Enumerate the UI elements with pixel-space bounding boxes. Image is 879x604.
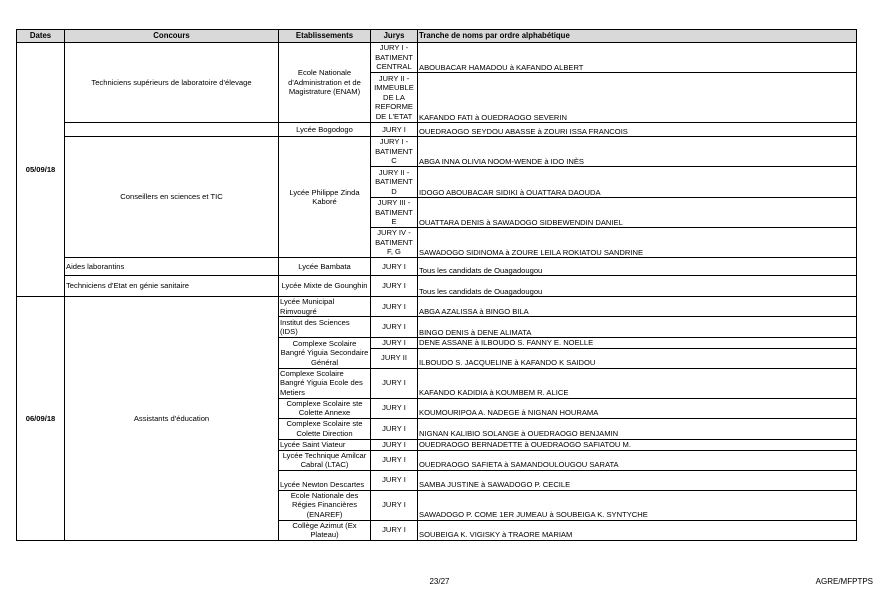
concours-cell: Techniciens d'Etat en génie sanitaire [65, 276, 279, 297]
names-cell: KAFANDO FATI à OUEDRAOGO SEVERIN [418, 73, 857, 123]
names-cell: OUATTARA DENIS à SAWADOGO SIDBEWENDIN DANIEL [418, 198, 857, 228]
table-row [17, 297, 857, 317]
concours-cell: Conseillers en sciences et TIC [65, 137, 279, 258]
etablissement-cell: Ecole Nationale d'Administration et de Magistrature (ENAM) [279, 43, 371, 123]
etablissement-cell: Lycée Municipal Rimvougré [279, 297, 371, 317]
names-cell: ABGA AZALISSA à BINGO BILA [418, 297, 857, 317]
table-row [17, 123, 857, 137]
concours-cell: Assistants d'éducation [65, 297, 279, 541]
jury-cell: JURY I [371, 418, 418, 439]
names-cell: IDOGO ABOUBACAR SIDIKI à OUATTARA DAOUDA [418, 167, 857, 198]
jury-cell: JURY I [371, 368, 418, 398]
etablissement-cell: Lycée Bambata [279, 258, 371, 276]
jury-cell: JURY I [371, 439, 418, 450]
etablissement-cell: Institut des Sciences (IDS) [279, 317, 371, 338]
header-dates: Dates [17, 30, 65, 43]
jury-cell: JURY II - BATIMENT D [371, 167, 418, 198]
jury-cell: JURY I - BATIMENT C [371, 137, 418, 167]
names-cell: OUEDRAOGO SEYDOU ABASSE à ZOURI ISSA FRANCOIS [418, 123, 857, 137]
header-concours: Concours [65, 30, 279, 43]
etablissement-cell: Lycée Newton Descartes [279, 470, 371, 490]
names-cell: Tous les candidats de Ouagadougou [418, 276, 857, 297]
concours-cell [65, 123, 279, 137]
header-jurys: Jurys [371, 30, 418, 43]
table-row [17, 276, 857, 297]
etablissement-cell: Lycée Bogodogo [279, 123, 371, 137]
jury-cell: JURY I [371, 338, 418, 349]
date-cell: 05/09/18 [17, 43, 65, 297]
names-cell: SAWADOGO SIDINOMA à ZOURE LEILA ROKIATOU SANDRINE [418, 228, 857, 258]
names-cell: OUEDRAOGO BERNADETTE à OUEDRAOGO SAFIATOU M. [418, 439, 857, 450]
jury-cell: JURY III - BATIMENT E [371, 198, 418, 228]
names-cell: DENE ASSANE à ILBOUDO S. FANNY E. NOELLE [418, 338, 857, 349]
schedule-table [16, 29, 857, 541]
etablissement-cell: Complexe Scolaire ste Colette Direction [279, 418, 371, 439]
names-cell: ABGA INNA OLIVIA NOOM-WENDE à IDO INÈS [418, 137, 857, 167]
date-cell: 06/09/18 [17, 297, 65, 541]
table-row [17, 137, 857, 167]
jury-cell: JURY I [371, 123, 418, 137]
jury-cell: JURY I [371, 490, 418, 520]
names-cell: KAFANDO KADIDIA à KOUMBEM R. ALICE [418, 368, 857, 398]
names-cell: KOUMOURIPOA A. NADEGE à NIGNAN HOURAMA [418, 398, 857, 418]
etablissement-cell: Ecole Nationale des Régies Financières (ENAREF) [279, 490, 371, 520]
etablissement-cell: Complexe Scolaire Bangré Yiguia Ecole des Metiers [279, 368, 371, 398]
etablissement-cell: Lycée Technique Amilcar Cabral (LTAC) [279, 450, 371, 470]
jury-cell: JURY I [371, 398, 418, 418]
jury-cell: JURY I [371, 450, 418, 470]
jury-cell: JURY I [371, 520, 418, 540]
jury-cell: JURY II - IMMEUBLE DE LA REFORME DE L'ETAT [371, 73, 418, 123]
names-cell: SAWADOGO P. COME 1ER JUMEAU à SOUBEIGA K. SYNTYCHE [418, 490, 857, 520]
jury-cell: JURY II [371, 348, 418, 368]
header-row [17, 30, 857, 43]
jury-cell: JURY I [371, 297, 418, 317]
names-cell: ABOUBACAR HAMADOU à KAFANDO ALBERT [418, 43, 857, 73]
etablissement-cell: Lycée Saint Viateur [279, 439, 371, 450]
names-cell: SAMBA JUSTINE à SAWADOGO P. CECILE [418, 470, 857, 490]
names-cell: Tous les candidats de Ouagadougou [418, 258, 857, 276]
jury-cell: JURY I [371, 258, 418, 276]
jury-cell: JURY I [371, 276, 418, 297]
names-cell: OUEDRAOGO SAFIETA à SAMANDOULOUGOU SARATA [418, 450, 857, 470]
header-etablissements: Etablissements [279, 30, 371, 43]
jury-cell: JURY I [371, 470, 418, 490]
names-cell: BINGO DENIS à DENE ALIMATA [418, 317, 857, 338]
names-cell: ILBOUDO S. JACQUELINE à KAFANDO K SAIDOU [418, 348, 857, 368]
etablissement-cell: Complexe Scolaire Bangré Yiguia Secondaire Général [279, 338, 371, 369]
jury-cell: JURY I - BATIMENT CENTRAL [371, 43, 418, 73]
concours-cell: Aides laborantins [65, 258, 279, 276]
table-row [17, 43, 857, 73]
names-cell: NIGNAN KALIBIO SOLANGE à OUEDRAOGO BENJAMIN [418, 418, 857, 439]
concours-cell: Techniciens supérieurs de laboratoire d'élevage [65, 43, 279, 123]
etablissement-cell: Complexe Scolaire ste Colette Annexe [279, 398, 371, 418]
table-row [17, 258, 857, 276]
jury-cell: JURY I [371, 317, 418, 338]
jury-cell: JURY IV - BATIMENT F, G [371, 228, 418, 258]
document-code: AGRE/MFPTPS [815, 577, 873, 586]
etablissement-cell: Collège Azimut (Ex Plateau) [279, 520, 371, 540]
header-tranche: Tranche de noms par ordre alphabétique [418, 30, 857, 43]
etablissement-cell: Lycée Philippe Zinda Kaboré [279, 137, 371, 258]
etablissement-cell: Lycée Mixte de Gounghin [279, 276, 371, 297]
names-cell: SOUBEIGA K. VIGISKY à TRAORE MARIAM [418, 520, 857, 540]
page-number: 23/27 [429, 577, 450, 586]
